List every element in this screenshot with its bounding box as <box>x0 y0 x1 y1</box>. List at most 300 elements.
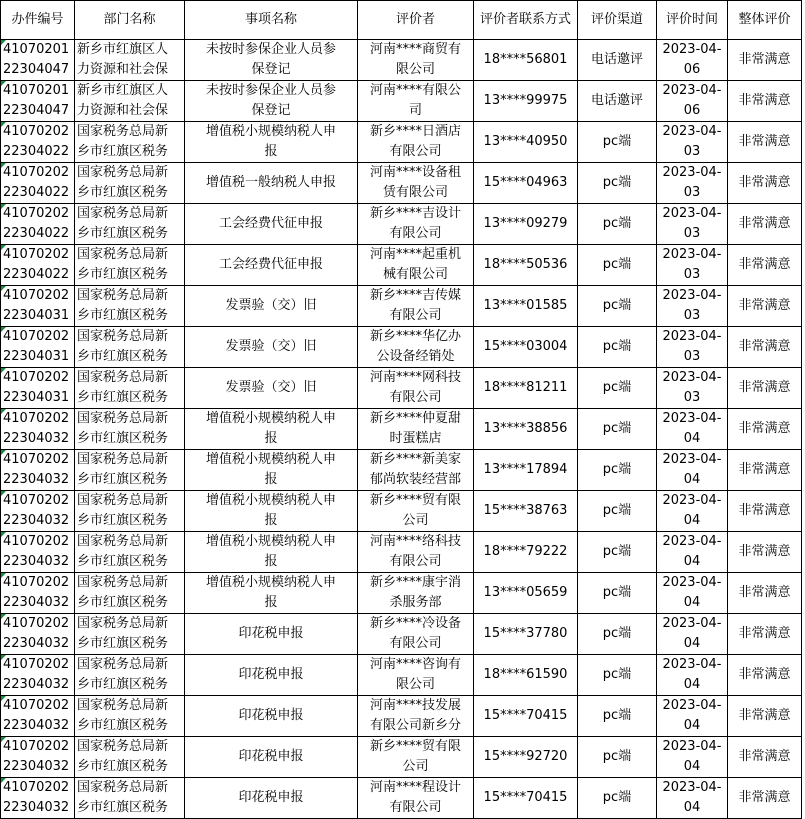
cell-id[interactable] <box>1 327 75 368</box>
cell-contact[interactable] <box>474 655 578 696</box>
cell-evaluator-text: 新乡****仲夏甜 时蛋糕店 <box>369 411 461 446</box>
cell-contact[interactable] <box>474 245 578 286</box>
cell-evaluator[interactable] <box>358 286 474 327</box>
cell-id[interactable] <box>1 655 75 696</box>
cell-item[interactable] <box>185 614 358 655</box>
cell-item-text: 增值税小规模纳税人申 报 <box>205 534 336 569</box>
cell-evaluator[interactable] <box>358 245 474 286</box>
cell-channel-text: pc端 <box>602 544 632 559</box>
cell-id[interactable] <box>1 532 75 573</box>
cell-time[interactable] <box>657 81 728 122</box>
cell-channel[interactable] <box>578 532 657 573</box>
table-row <box>1 40 802 81</box>
cell-rating[interactable] <box>728 532 802 573</box>
cell-department[interactable] <box>75 122 185 163</box>
cell-item-text: 增值税小规模纳税人申 报 <box>205 124 336 159</box>
cell-department-text: 国家税务总局新 乡市红旗区税务 <box>77 657 169 692</box>
cell-item[interactable] <box>185 204 358 245</box>
cell-id[interactable] <box>1 286 75 327</box>
cell-rating[interactable] <box>728 655 802 696</box>
cell-evaluator-text: 新乡****吉设计 有限公司 <box>369 206 461 241</box>
header-cell-rating[interactable]: 整体评价 <box>728 1 802 40</box>
cell-item[interactable] <box>185 778 358 819</box>
cell-department[interactable] <box>75 409 185 450</box>
cell-department-text: 国家税务总局新 乡市红旗区税务 <box>77 616 169 651</box>
cell-item-text: 工会经费代征申报 <box>218 216 323 231</box>
cell-evaluator[interactable] <box>358 450 474 491</box>
cell-rating-text: 非常满意 <box>738 298 791 313</box>
table-row <box>1 491 802 532</box>
cell-department-text: 国家税务总局新 乡市红旗区税务 <box>77 534 169 569</box>
cell-contact[interactable] <box>474 450 578 491</box>
cell-id[interactable] <box>1 368 75 409</box>
table-row <box>1 368 802 409</box>
table-row <box>1 614 802 655</box>
table-row <box>1 696 802 737</box>
cell-id-text: 41070201 22304047 <box>3 42 70 77</box>
cell-department-text: 国家税务总局新 乡市红旗区税务 <box>77 411 169 446</box>
cell-time[interactable] <box>657 122 728 163</box>
cell-item-text: 未按时参保企业人员参 保登记 <box>205 42 336 77</box>
cell-time[interactable] <box>657 40 728 81</box>
cell-department[interactable] <box>75 778 185 819</box>
cell-evaluator-text: 河南****商贸有 限公司 <box>369 42 461 77</box>
cell-evaluator[interactable] <box>358 327 474 368</box>
table-row <box>1 532 802 573</box>
cell-evaluator[interactable] <box>358 573 474 614</box>
cell-time-text: 2023-04- 03 <box>662 329 722 364</box>
cell-contact-text: 15****70415 <box>483 708 568 723</box>
cell-department-text: 国家税务总局新 乡市红旗区税务 <box>77 780 169 815</box>
cell-rating[interactable] <box>728 81 802 122</box>
cell-item-text: 增值税小规模纳税人申 报 <box>205 411 336 446</box>
cell-rating[interactable] <box>728 614 802 655</box>
cell-contact-text: 13****09279 <box>483 216 568 231</box>
cell-rating-text: 非常满意 <box>738 544 791 559</box>
cell-contact[interactable] <box>474 204 578 245</box>
cell-rating-text: 非常满意 <box>738 257 791 272</box>
cell-item-text: 增值税小规模纳税人申 报 <box>205 493 336 528</box>
cell-contact-text: 15****03004 <box>483 339 568 354</box>
cell-evaluator-text: 新乡****贸有限 公司 <box>369 493 461 528</box>
cell-id[interactable] <box>1 163 75 204</box>
cell-channel-text: pc端 <box>602 380 632 395</box>
cell-rating[interactable] <box>728 409 802 450</box>
cell-channel[interactable] <box>578 614 657 655</box>
cell-item-text: 未按时参保企业人员参 保登记 <box>205 83 336 118</box>
cell-rating-text: 非常满意 <box>738 462 791 477</box>
cell-time[interactable] <box>657 409 728 450</box>
cell-contact[interactable] <box>474 491 578 532</box>
cell-time-text: 2023-04- 04 <box>662 616 722 651</box>
cell-department[interactable] <box>75 614 185 655</box>
cell-department[interactable] <box>75 368 185 409</box>
cell-contact-text: 13****40950 <box>483 134 568 149</box>
table-row <box>1 81 802 122</box>
cell-department-text: 国家税务总局新 乡市红旗区税务 <box>77 370 169 405</box>
cell-id-text: 41070202 22304032 <box>3 493 70 528</box>
cell-contact[interactable] <box>474 778 578 819</box>
cell-department-text: 国家税务总局新 乡市红旗区税务 <box>77 247 169 282</box>
cell-rating-text: 非常满意 <box>738 421 791 436</box>
cell-time-text: 2023-04- 03 <box>662 206 722 241</box>
cell-rating[interactable] <box>728 491 802 532</box>
cell-rating[interactable] <box>728 204 802 245</box>
cell-item[interactable] <box>185 491 358 532</box>
cell-time[interactable] <box>657 491 728 532</box>
cell-id-text: 41070202 22304031 <box>3 288 70 323</box>
cell-item[interactable] <box>185 450 358 491</box>
cell-item-text: 增值税一般纳税人申报 <box>205 175 336 190</box>
table-body <box>1 40 802 819</box>
cell-contact-text: 13****38856 <box>483 421 568 436</box>
cell-time[interactable] <box>657 204 728 245</box>
cell-department-text: 国家税务总局新 乡市红旗区税务 <box>77 165 169 200</box>
cell-time[interactable] <box>657 450 728 491</box>
cell-channel[interactable] <box>578 778 657 819</box>
cell-department[interactable] <box>75 81 185 122</box>
cell-evaluator-text: 河南****技发展 有限公司新乡分 <box>369 698 461 733</box>
cell-id-text: 41070202 22304032 <box>3 411 70 446</box>
cell-rating-text: 非常满意 <box>738 503 791 518</box>
cell-rating[interactable] <box>728 286 802 327</box>
cell-department[interactable] <box>75 491 185 532</box>
cell-id[interactable] <box>1 737 75 778</box>
cell-item[interactable] <box>185 409 358 450</box>
cell-evaluator-text: 新乡****康宇消 杀服务部 <box>369 575 461 610</box>
cell-item-text: 印花税申报 <box>238 708 304 723</box>
cell-channel[interactable] <box>578 204 657 245</box>
cell-rating[interactable] <box>728 245 802 286</box>
cell-rating-text: 非常满意 <box>738 134 791 149</box>
cell-channel[interactable] <box>578 573 657 614</box>
cell-contact[interactable] <box>474 573 578 614</box>
cell-rating[interactable] <box>728 696 802 737</box>
cell-channel[interactable] <box>578 245 657 286</box>
cell-id-text: 41070202 22304022 <box>3 165 70 200</box>
cell-rating[interactable] <box>728 163 802 204</box>
cell-department-text: 国家税务总局新 乡市红旗区税务 <box>77 493 169 528</box>
cell-contact[interactable] <box>474 614 578 655</box>
cell-department[interactable] <box>75 450 185 491</box>
table-row <box>1 573 802 614</box>
cell-time[interactable] <box>657 573 728 614</box>
cell-rating-text: 非常满意 <box>738 708 791 723</box>
cell-channel-text: 电话邀评 <box>590 93 643 108</box>
cell-id-text: 41070202 22304032 <box>3 780 70 815</box>
cell-item[interactable] <box>185 696 358 737</box>
header-cell-contact[interactable]: 评价者联系方式 <box>474 1 578 40</box>
cell-department[interactable] <box>75 245 185 286</box>
cell-department-text: 新乡市红旗区人 力资源和社会保 <box>77 83 169 118</box>
cell-department[interactable] <box>75 655 185 696</box>
cell-time-text: 2023-04- 06 <box>662 83 722 118</box>
cell-channel[interactable] <box>578 163 657 204</box>
table-row <box>1 778 802 819</box>
cell-contact-text: 15****92720 <box>483 749 568 764</box>
cell-department-text: 国家税务总局新 乡市红旗区税务 <box>77 739 169 774</box>
cell-rating-text: 非常满意 <box>738 52 791 67</box>
cell-id[interactable] <box>1 696 75 737</box>
cell-department[interactable] <box>75 163 185 204</box>
header-cell-channel[interactable]: 评价渠道 <box>578 1 657 40</box>
cell-contact-text: 13****05659 <box>483 585 568 600</box>
cell-evaluator[interactable] <box>358 491 474 532</box>
cell-evaluator[interactable] <box>358 532 474 573</box>
cell-channel-text: pc端 <box>602 257 632 272</box>
cell-channel-text: pc端 <box>602 339 632 354</box>
cell-contact-text: 13****01585 <box>483 298 568 313</box>
header-cell-id[interactable]: 办件编号 <box>1 1 75 40</box>
cell-contact[interactable] <box>474 122 578 163</box>
cell-time-text: 2023-04- 03 <box>662 124 722 159</box>
cell-channel-text: pc端 <box>602 585 632 600</box>
cell-evaluator[interactable] <box>358 655 474 696</box>
cell-rating[interactable] <box>728 40 802 81</box>
cell-contact[interactable] <box>474 409 578 450</box>
cell-id-text: 41070202 22304022 <box>3 247 70 282</box>
cell-contact-text: 18****61590 <box>483 667 568 682</box>
cell-time-text: 2023-04- 04 <box>662 575 722 610</box>
cell-id-text: 41070202 22304022 <box>3 124 70 159</box>
cell-rating[interactable] <box>728 737 802 778</box>
cell-contact-text: 15****70415 <box>483 790 568 805</box>
cell-channel[interactable] <box>578 655 657 696</box>
cell-contact[interactable] <box>474 327 578 368</box>
cell-time-text: 2023-04- 06 <box>662 42 722 77</box>
cell-id[interactable] <box>1 778 75 819</box>
cell-department[interactable] <box>75 696 185 737</box>
cell-channel-text: pc端 <box>602 134 632 149</box>
cell-evaluator[interactable] <box>358 122 474 163</box>
header-cell-evaluator[interactable]: 评价者 <box>358 1 474 40</box>
cell-evaluator-text: 河南****网科技 有限公司 <box>369 370 461 405</box>
cell-channel-text: pc端 <box>602 503 632 518</box>
cell-contact-text: 18****56801 <box>483 52 568 67</box>
cell-evaluator-text: 河南****络科技 有限公司 <box>369 534 461 569</box>
cell-time-text: 2023-04- 03 <box>662 247 722 282</box>
cell-evaluator-text: 河南****起重机 械有限公司 <box>369 247 461 282</box>
cell-evaluator[interactable] <box>358 614 474 655</box>
cell-item-text: 印花税申报 <box>238 626 304 641</box>
cell-channel[interactable] <box>578 696 657 737</box>
cell-evaluator-text: 新乡****冷设备 有限公司 <box>369 616 461 651</box>
cell-channel[interactable] <box>578 40 657 81</box>
cell-evaluator[interactable] <box>358 204 474 245</box>
cell-contact-text: 18****50536 <box>483 257 568 272</box>
cell-contact-text: 13****17894 <box>483 462 568 477</box>
cell-channel-text: pc端 <box>602 175 632 190</box>
cell-time[interactable] <box>657 163 728 204</box>
cell-contact[interactable] <box>474 163 578 204</box>
cell-id-text: 41070202 22304022 <box>3 206 70 241</box>
cell-item-text: 发票验（交）旧 <box>225 380 317 395</box>
table-row <box>1 245 802 286</box>
cell-contact[interactable] <box>474 368 578 409</box>
cell-evaluator[interactable] <box>358 81 474 122</box>
cell-time-text: 2023-04- 04 <box>662 657 722 692</box>
cell-item[interactable] <box>185 122 358 163</box>
cell-rating-text: 非常满意 <box>738 790 791 805</box>
cell-channel-text: pc端 <box>602 626 632 641</box>
cell-time-text: 2023-04- 03 <box>662 288 722 323</box>
cell-contact[interactable] <box>474 696 578 737</box>
cell-evaluator-text: 河南****程设计 有限公司 <box>369 780 461 815</box>
cell-department-text: 国家税务总局新 乡市红旗区税务 <box>77 698 169 733</box>
cell-channel[interactable] <box>578 286 657 327</box>
cell-rating-text: 非常满意 <box>738 339 791 354</box>
cell-rating[interactable] <box>728 573 802 614</box>
cell-item[interactable] <box>185 368 358 409</box>
cell-department[interactable] <box>75 737 185 778</box>
table-row <box>1 204 802 245</box>
cell-rating[interactable] <box>728 122 802 163</box>
cell-time[interactable] <box>657 327 728 368</box>
cell-evaluator-text: 河南****有限公 司 <box>369 83 461 118</box>
cell-channel[interactable] <box>578 450 657 491</box>
cell-id-text: 41070202 22304031 <box>3 370 70 405</box>
cell-department[interactable] <box>75 573 185 614</box>
table-row <box>1 450 802 491</box>
cell-time[interactable] <box>657 286 728 327</box>
cell-rating-text: 非常满意 <box>738 216 791 231</box>
cell-channel[interactable] <box>578 737 657 778</box>
cell-channel-text: pc端 <box>602 790 632 805</box>
cell-time-text: 2023-04- 04 <box>662 493 722 528</box>
cell-channel-text: pc端 <box>602 462 632 477</box>
cell-rating[interactable] <box>728 327 802 368</box>
cell-evaluator[interactable] <box>358 409 474 450</box>
cell-channel[interactable] <box>578 81 657 122</box>
cell-id-text: 41070202 22304032 <box>3 452 70 487</box>
cell-item[interactable] <box>185 286 358 327</box>
cell-evaluator-text: 新乡****吉传媒 有限公司 <box>369 288 461 323</box>
cell-item[interactable] <box>185 245 358 286</box>
cell-id[interactable] <box>1 81 75 122</box>
cell-id[interactable] <box>1 409 75 450</box>
cell-rating[interactable] <box>728 778 802 819</box>
cell-time-text: 2023-04- 04 <box>662 411 722 446</box>
table-row <box>1 409 802 450</box>
cell-rating[interactable] <box>728 450 802 491</box>
cell-time[interactable] <box>657 696 728 737</box>
cell-item[interactable] <box>185 655 358 696</box>
cell-evaluator[interactable] <box>358 696 474 737</box>
cell-id-text: 41070202 22304032 <box>3 698 70 733</box>
header-cell-time[interactable]: 评价时间 <box>657 1 728 40</box>
cell-department-text: 新乡市红旗区人 力资源和社会保 <box>77 42 169 77</box>
cell-contact[interactable] <box>474 40 578 81</box>
cell-id[interactable] <box>1 573 75 614</box>
cell-id-text: 41070202 22304032 <box>3 575 70 610</box>
table-row <box>1 286 802 327</box>
cell-item[interactable] <box>185 40 358 81</box>
cell-rating[interactable] <box>728 368 802 409</box>
cell-department[interactable] <box>75 532 185 573</box>
cell-contact-text: 13****99975 <box>483 93 568 108</box>
cell-evaluator-text: 新乡****日酒店 有限公司 <box>369 124 461 159</box>
cell-rating-text: 非常满意 <box>738 93 791 108</box>
cell-department-text: 国家税务总局新 乡市红旗区税务 <box>77 575 169 610</box>
cell-item[interactable] <box>185 163 358 204</box>
cell-evaluator[interactable] <box>358 737 474 778</box>
cell-id[interactable] <box>1 122 75 163</box>
cell-contact-text: 18****81211 <box>483 380 568 395</box>
cell-channel[interactable] <box>578 409 657 450</box>
cell-evaluator[interactable] <box>358 778 474 819</box>
cell-time[interactable] <box>657 245 728 286</box>
cell-item[interactable] <box>185 573 358 614</box>
cell-evaluator[interactable] <box>358 163 474 204</box>
cell-time[interactable] <box>657 737 728 778</box>
cell-contact-text: 15****04963 <box>483 175 568 190</box>
cell-id[interactable] <box>1 204 75 245</box>
cell-evaluator[interactable] <box>358 40 474 81</box>
cell-id[interactable] <box>1 491 75 532</box>
cell-rating-text: 非常满意 <box>738 175 791 190</box>
cell-time-text: 2023-04- 03 <box>662 370 722 405</box>
cell-id[interactable] <box>1 450 75 491</box>
cell-contact[interactable] <box>474 81 578 122</box>
cell-time-text: 2023-04- 04 <box>662 780 722 815</box>
cell-item[interactable] <box>185 737 358 778</box>
cell-item[interactable] <box>185 327 358 368</box>
cell-contact[interactable] <box>474 737 578 778</box>
cell-evaluator[interactable] <box>358 368 474 409</box>
cell-department[interactable] <box>75 327 185 368</box>
cell-rating-text: 非常满意 <box>738 626 791 641</box>
cell-time[interactable] <box>657 778 728 819</box>
cell-contact[interactable] <box>474 532 578 573</box>
cell-id[interactable] <box>1 40 75 81</box>
header-cell-item[interactable]: 事项名称 <box>185 1 358 40</box>
cell-channel[interactable] <box>578 122 657 163</box>
cell-channel[interactable] <box>578 368 657 409</box>
cell-channel[interactable] <box>578 327 657 368</box>
cell-department-text: 国家税务总局新 乡市红旗区税务 <box>77 124 169 159</box>
cell-department-text: 国家税务总局新 乡市红旗区税务 <box>77 452 169 487</box>
cell-id[interactable] <box>1 614 75 655</box>
cell-id-text: 41070202 22304032 <box>3 739 70 774</box>
cell-department[interactable] <box>75 40 185 81</box>
cell-department[interactable] <box>75 204 185 245</box>
cell-time[interactable] <box>657 368 728 409</box>
cell-time[interactable] <box>657 655 728 696</box>
cell-department[interactable] <box>75 286 185 327</box>
header-row <box>1 1 802 40</box>
table-row <box>1 327 802 368</box>
cell-channel-text: pc端 <box>602 667 632 682</box>
table-row <box>1 655 802 696</box>
cell-time-text: 2023-04- 04 <box>662 534 722 569</box>
cell-item[interactable] <box>185 532 358 573</box>
cell-id-text: 41070202 22304032 <box>3 616 70 651</box>
cell-rating-text: 非常满意 <box>738 380 791 395</box>
cell-item[interactable] <box>185 81 358 122</box>
header-cell-department[interactable]: 部门名称 <box>75 1 185 40</box>
cell-item-text: 发票验（交）旧 <box>225 298 317 313</box>
cell-evaluator-text: 新乡****华亿办 公设备经销处 <box>369 329 461 364</box>
cell-item-text: 印花税申报 <box>238 667 304 682</box>
cell-channel[interactable] <box>578 491 657 532</box>
cell-contact[interactable] <box>474 286 578 327</box>
cell-time[interactable] <box>657 532 728 573</box>
cell-time-text: 2023-04- 04 <box>662 698 722 733</box>
cell-rating-text: 非常满意 <box>738 667 791 682</box>
cell-id[interactable] <box>1 245 75 286</box>
cell-time[interactable] <box>657 614 728 655</box>
cell-evaluator-text: 河南****设备租 赁有限公司 <box>369 165 461 200</box>
